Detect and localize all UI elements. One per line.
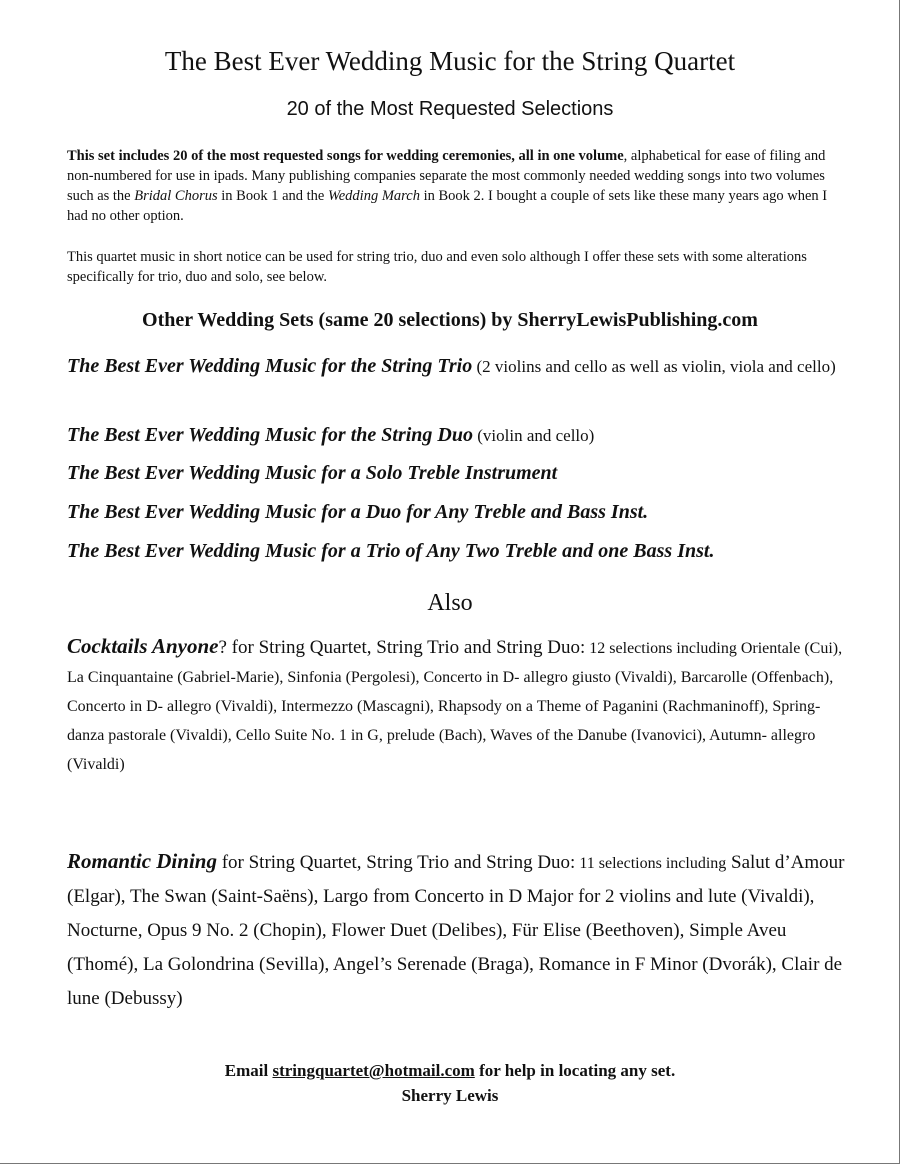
set-item bbox=[67, 349, 857, 384]
other-sets-heading: Other Wedding Sets (same 20 selections) by SherryLewisPublishing.com bbox=[142, 309, 758, 331]
cocktails-block bbox=[67, 632, 847, 779]
intro-text-2: in Book 1 and the bbox=[217, 188, 328, 204]
cocktails-qmark: ? bbox=[218, 637, 227, 658]
set-item bbox=[67, 456, 857, 491]
email-prefix: Email bbox=[224, 1061, 273, 1080]
romantic-body: Salut d’Amour (Elgar), The Swan (Saint-Saëns), Largo from Concerto in D Major for 2 violins and lute (Vivaldi), Nocturne, Opus 9 No. 2 (Chopin), Flower Duet (Delibes), Für Elise (Beethoven), Simple Aveu (Thomé), La Golondrina (Sevilla), Angel’s Serenade (Braga), Romance in F Minor (Dvorák), Clair de lune (Debussy) bbox=[67, 852, 845, 1009]
set-title: The Best Ever Wedding Music for a Solo Treble Instrument bbox=[67, 462, 558, 484]
author-name: Sherry Lewis bbox=[401, 1086, 499, 1105]
set-title: The Best Ever Wedding Music for the String Trio bbox=[67, 355, 473, 377]
footer bbox=[0, 1058, 900, 1108]
also-heading: Also bbox=[427, 590, 473, 616]
intro-bold: This set includes 20 of the most requested songs for wedding ceremonies, all in one volume bbox=[67, 148, 624, 164]
cocktails-body: 12 selections including Orientale (Cui), La Cinquantaine (Gabriel-Marie), Sinfonia (Pergolesi), Concerto in D- allegro giusto (Vivaldi), Barcarolle (Offenbach), Concerto in D- allegro (Vivaldi), Intermezzo (Mascagni), Rhapsody on a Theme of Paganini (Rachmaninoff), Spring- danza pastorale (Vivaldi), Cello Suite No. 1 in G, prelude (Bach), Waves of the Danube (Ivanovici), Autumn- allegro (Vivaldi) bbox=[67, 640, 843, 773]
set-item bbox=[67, 418, 857, 453]
romantic-count: 11 selections including bbox=[575, 855, 727, 872]
romantic-instruments: for String Quartet, String Trio and String Duo: bbox=[216, 852, 576, 873]
intro-italic-bridal: Bridal Chorus bbox=[134, 188, 218, 204]
cocktails-instruments: for String Quartet, String Trio and String Duo: bbox=[226, 637, 586, 658]
cocktails-title: Cocktails Anyone bbox=[67, 634, 219, 658]
intro-text-1: , alphabetical for ease of filing and non-numbered for use in ipads. Many publishing companies separate the most commonly needed wedding songs into two volumes such as the bbox=[67, 148, 826, 204]
intro-paragraph bbox=[67, 146, 847, 226]
set-title: The Best Ever Wedding Music for a Duo for Any Treble and Bass Inst. bbox=[67, 501, 649, 523]
intro-italic-wedding: Wedding March bbox=[328, 188, 420, 204]
email-suffix: for help in locating any set. bbox=[474, 1061, 676, 1080]
page-subtitle: 20 of the Most Requested Selections bbox=[286, 98, 614, 120]
footer-email-line bbox=[0, 1058, 900, 1083]
email-link[interactable]: stringquartet@hotmail.com bbox=[272, 1061, 475, 1080]
romantic-block bbox=[67, 846, 847, 1016]
set-item bbox=[67, 495, 857, 530]
romantic-title: Romantic Dining bbox=[67, 849, 217, 873]
intro-text-3: in Book 2. I bought a couple of sets like these many years ago when I had no other option. bbox=[67, 188, 828, 224]
set-item bbox=[67, 534, 857, 569]
set-title: The Best Ever Wedding Music for the String Duo bbox=[67, 424, 473, 446]
set-note: (violin and cello) bbox=[472, 426, 595, 445]
set-title: The Best Ever Wedding Music for a Trio of Any Two Treble and one Bass Inst. bbox=[67, 540, 715, 562]
page-title: The Best Ever Wedding Music for the String Quartet bbox=[164, 46, 736, 76]
usage-paragraph: This quartet music in short notice can be used for string trio, duo and even solo although I offer these sets with some alterations specifically for trio, duo and solo, see below. bbox=[67, 249, 807, 285]
set-note: (2 violins and cello as well as violin, viola and cello) bbox=[472, 357, 836, 376]
